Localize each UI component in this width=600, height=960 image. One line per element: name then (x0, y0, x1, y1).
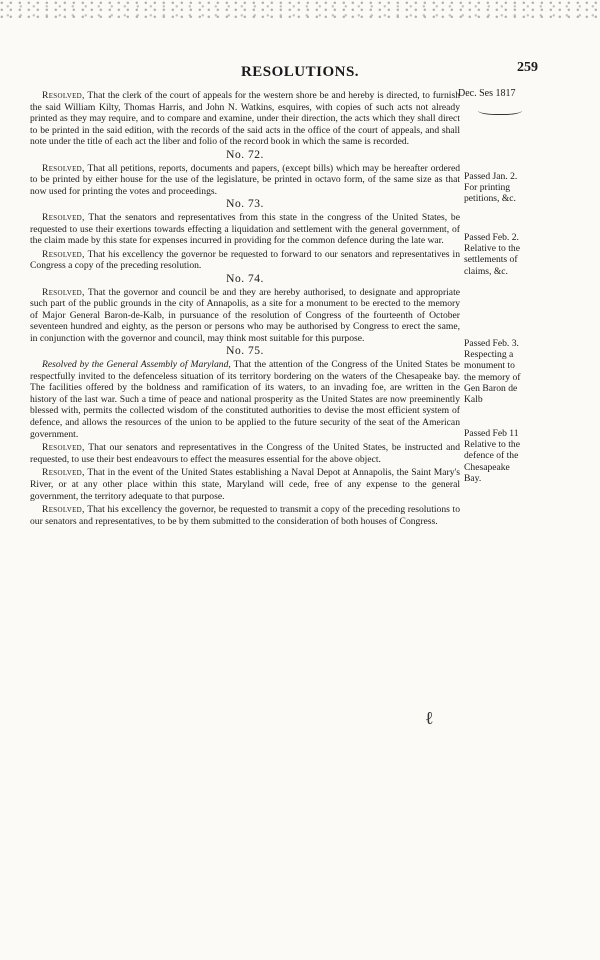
page-title: RESOLUTIONS. (240, 64, 360, 80)
margin-note-72 (464, 171, 556, 205)
resolution-text: That all petitions, reports, documents and papers, (except bills) which may be hereafter ordered to be printed by either house for the use of the legislature, be printed in octavo form, of the same size as that now used for printing the votes and proceedings. (30, 162, 460, 197)
resolution-paragraph (30, 90, 460, 148)
resolution-paragraph (30, 467, 460, 502)
margin-session-note (458, 88, 578, 99)
margin-note-line: Relative to the (464, 243, 520, 255)
resolution-paragraph (30, 504, 460, 527)
page-header (0, 60, 600, 84)
resolved-label: Resolved, (42, 211, 85, 223)
margin-brace-mark (478, 104, 522, 115)
margin-note-line: the memory of (464, 371, 521, 383)
resolution-text: That his excellency the governor, be requested to transmit a copy of the preceding resolutions to our senators and representatives, to be by them submitted to the consideration of both houses of Congress. (30, 504, 461, 527)
margin-note-line: Chesapeake (464, 461, 510, 473)
margin-note-line: Passed Feb. 2. (464, 232, 519, 243)
margin-note-line: Gen Baron de (464, 382, 518, 394)
margin-note-line: Kalb (464, 394, 483, 406)
margin-note-line: settlements of (464, 254, 518, 266)
resolution-paragraph (30, 249, 460, 272)
margin-note-line: Passed Jan. 2. (464, 171, 518, 182)
margin-note-line: Passed Feb. 3. (464, 338, 519, 349)
resolution-text: That in the event of the United States establishing a Naval Depot at Annapolis, the Saint Mary's River, or at any other place within this state, Maryland will cede, free of any expense to the general government, the territory adequate to that purpose. (30, 467, 460, 502)
resolution-text: That the attention of the Congress of the United States be respectfully invited to the defenceless situation of its territory bordering on the waters of the Chesapeake bay. The facilities offered by the boldness and ramification of its waters, to an invading foe, are written in the history of the last war. Such a time of peace and national prosperity as the United States are now preeminently blessed with, permits the collected wisdom of the constituted authorities to devise the most efficient system of defence, and allows the resources of the union to be applied to the future security of the seat of the American government. (30, 359, 460, 440)
resolution-text: That our senators and representatives in the Congress of the United States, be instructed and requested, to use their best endeavours to effect the measures essential for the above object. (30, 442, 460, 465)
margin-note-line: For printing (464, 182, 511, 194)
resolved-label: Resolved, (42, 162, 85, 174)
resolved-label: Resolved, (42, 248, 85, 260)
resolution-text: That his excellency the governor be requested to forward to our senators and representatives in Congress a copy of the preceding resolution. (30, 248, 460, 272)
margin-note-73 (464, 232, 556, 277)
margin-note-line: monument to (464, 360, 515, 372)
scan-edge-noise (0, 0, 600, 22)
margin-note-line: Relative to the (464, 439, 520, 451)
resolution-number: No. 75. (226, 345, 264, 358)
resolution-text: That the governor and council be and they are hereby authorised, to designate and appropriate such part of the public grounds in the city of Annapolis, as a site for a monument to be erected to the memory of Major General Baron-de-Kalb, in pursuance of the resolution of Congress of the fourteenth of October seventeen hundred and eighty, as the person or persons who may be authorised by Congress to erect the same, in conjunction with the governor and council, may think most suitable for this purpose. (30, 286, 460, 344)
resolution-number: No. 73. (226, 198, 264, 211)
session-label: Dec. Ses 1817 (458, 88, 516, 99)
resolved-label: Resolved, (42, 442, 85, 454)
resolution-paragraph (30, 212, 460, 247)
resolved-label: Resolved, (42, 504, 85, 516)
margin-note-line: Respecting a (464, 349, 514, 361)
resolution-text: That the senators and representatives from this state in the congress of the United States, be requested to use their exertions towards effecting a liquidation and settlement with the general government, of the claim made by this state for expenses incurred in providing for the common defence during the late war. (30, 211, 460, 247)
margin-note-line: claims, &c. (464, 265, 508, 277)
resolved-label: Resolved, (42, 286, 85, 298)
resolutions-body (30, 90, 460, 529)
margin-note-line: Passed Feb 11 (464, 428, 519, 439)
resolution-number: No. 74. (226, 272, 264, 285)
resolution-text: That the clerk of the court of appeals for the western shore be and hereby is directed, to furnish the said William Kilty, Thomas Harris, and John N. Watkins, esquires, with copies of such acts not already printed as they may require, and to compare and examine, under their direction, the acts which they shall direct to be printed in the said edition, with the records of the said acts in the office of the court of appeals, and shall note under the title of each act the liber and folio of the record book in which the same is recorded. (30, 90, 460, 148)
resolved-label: Resolved, (42, 90, 85, 101)
resolved-label: Resolved, (42, 467, 85, 479)
margin-note-74 (464, 338, 556, 405)
page-number: 259 (517, 60, 538, 75)
resolution-paragraph (30, 359, 460, 440)
resolution-paragraph (30, 442, 460, 465)
ink-mark: ℓ (425, 708, 434, 729)
margin-note-line: Bay. (464, 472, 482, 484)
resolution-number: No. 72. (226, 148, 264, 161)
margin-note-line: petitions, &c. (464, 193, 516, 205)
resolution-paragraph (30, 163, 460, 198)
resolution-paragraph (30, 287, 460, 345)
margin-note-75 (464, 428, 556, 484)
margin-note-line: defence of the (464, 450, 519, 462)
assembly-lead: Resolved by the General Assembly of Maryland, (42, 359, 231, 371)
